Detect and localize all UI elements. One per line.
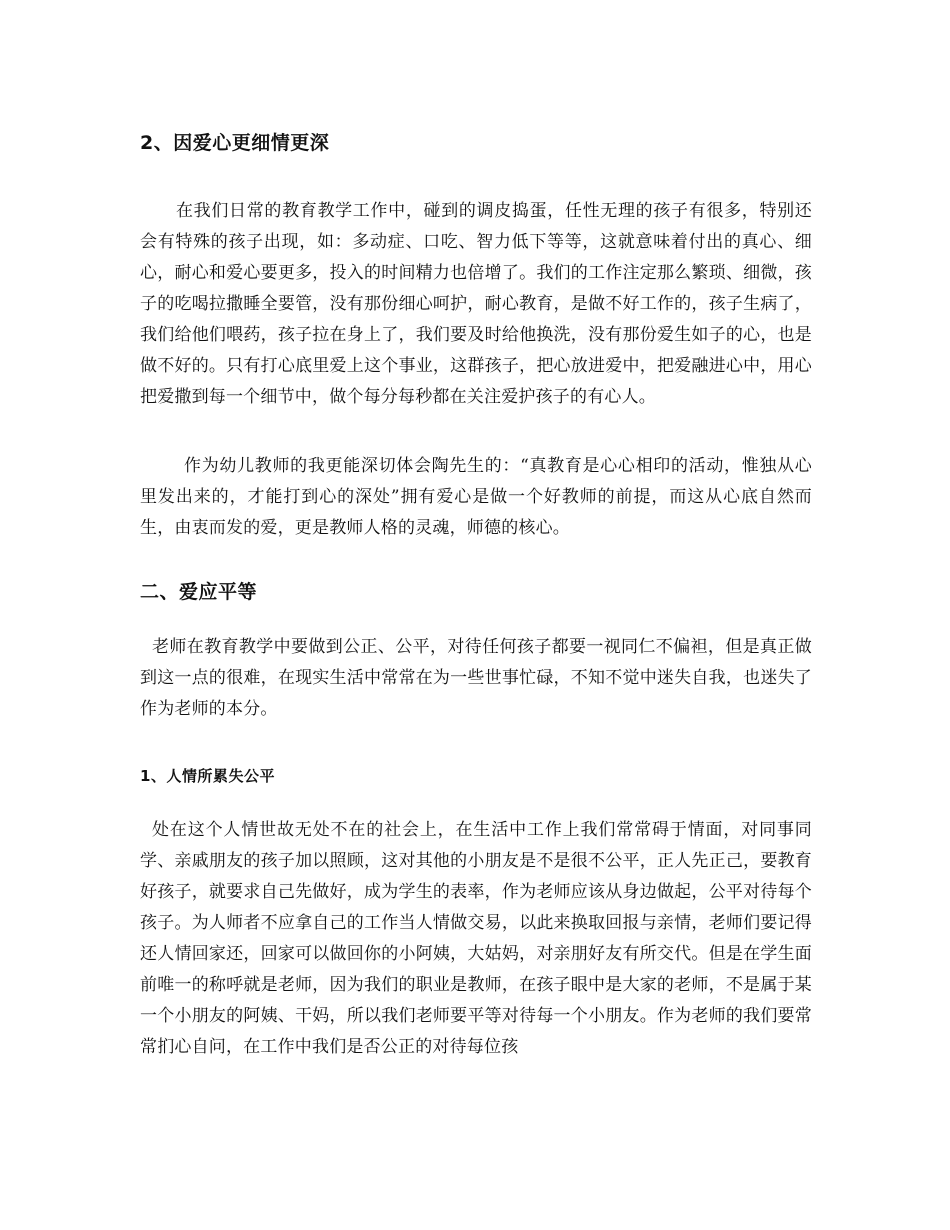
- paragraph-tao-quote: 作为幼儿教师的我更能深切体会陶先生的：“真教育是心心相印的活动，惟独从心里发出来的，才能打到心的深处”拥有爱心是做一个好教师的前提，而这从心底自然而生，由衷而发的爱，更是教师人格的灵魂，师德的核心。: [140, 456, 812, 538]
- paragraph-fairness: 老师在教育教学中要做到公正、公平，对待任何孩子都要一视同仁不偏袒，但是真正做到这一点的很难，在现实生活中常常在为一些世事忙碌，不知不觉中迷失自我，也迷失了作为老师的本分。: [140, 637, 812, 719]
- section-heading-love-deeper: 2、因爱心更细情更深: [140, 132, 330, 154]
- subsection-heading-favoritism: 1、人情所累失公平: [140, 767, 275, 785]
- section-heading-love-equal: 二、爱应平等: [140, 581, 258, 603]
- paragraph-social-favors: 处在这个人情世故无处不在的社会上，在生活中工作上我们常常碍于情面，对同事同学、亲戚朋友的孩子加以照顾，这对其他的小朋友是不是很不公平，正人先正己，要教育好孩子，就要求自己先做好，成为学生的表率，作为老师应该从身边做起，公平对待每个孩子。为人师者不应拿自己的工作当人情做交易，以此来换取回报与亲情，老师们要记得还人情回家还，回家可以做回你的小阿姨，大姑妈，对亲朋好友有所交代。但是在学生面前唯一的称呼就是老师，因为我们的职业是教师，在孩子眼中是大家的老师，不是属于某一个小朋友的阿姨、干妈，所以我们老师要平等对待每一个小朋友。作为老师的我们要常常扪心自问，在工作中我们是否公正的对待每位孩: [140, 820, 812, 1057]
- paragraph-daily-teaching: 在我们日常的教育教学工作中，碰到的调皮捣蛋，任性无理的孩子有很多，特别还会有特殊的孩子出现，如：多动症、口吃、智力低下等等，这就意味着付出的真心、细心，耐心和爱心要更多，投入的时间精力也倍增了。我们的工作注定那么繁琐、细微，孩子的吃喝拉撒睡全要管，没有那份细心呵护，耐心教育，是做不好工作的，孩子生病了，我们给他们喂药，孩子拉在身上了，我们要及时给他换洗，没有那份爱生如子的心，也是做不好的。只有打心底里爱上这个事业，这群孩子，把心放进爱中，把爱融进心中，用心把爱撒到每一个细节中，做个每分每秒都在关注爱护孩子的有心人。: [140, 201, 812, 407]
